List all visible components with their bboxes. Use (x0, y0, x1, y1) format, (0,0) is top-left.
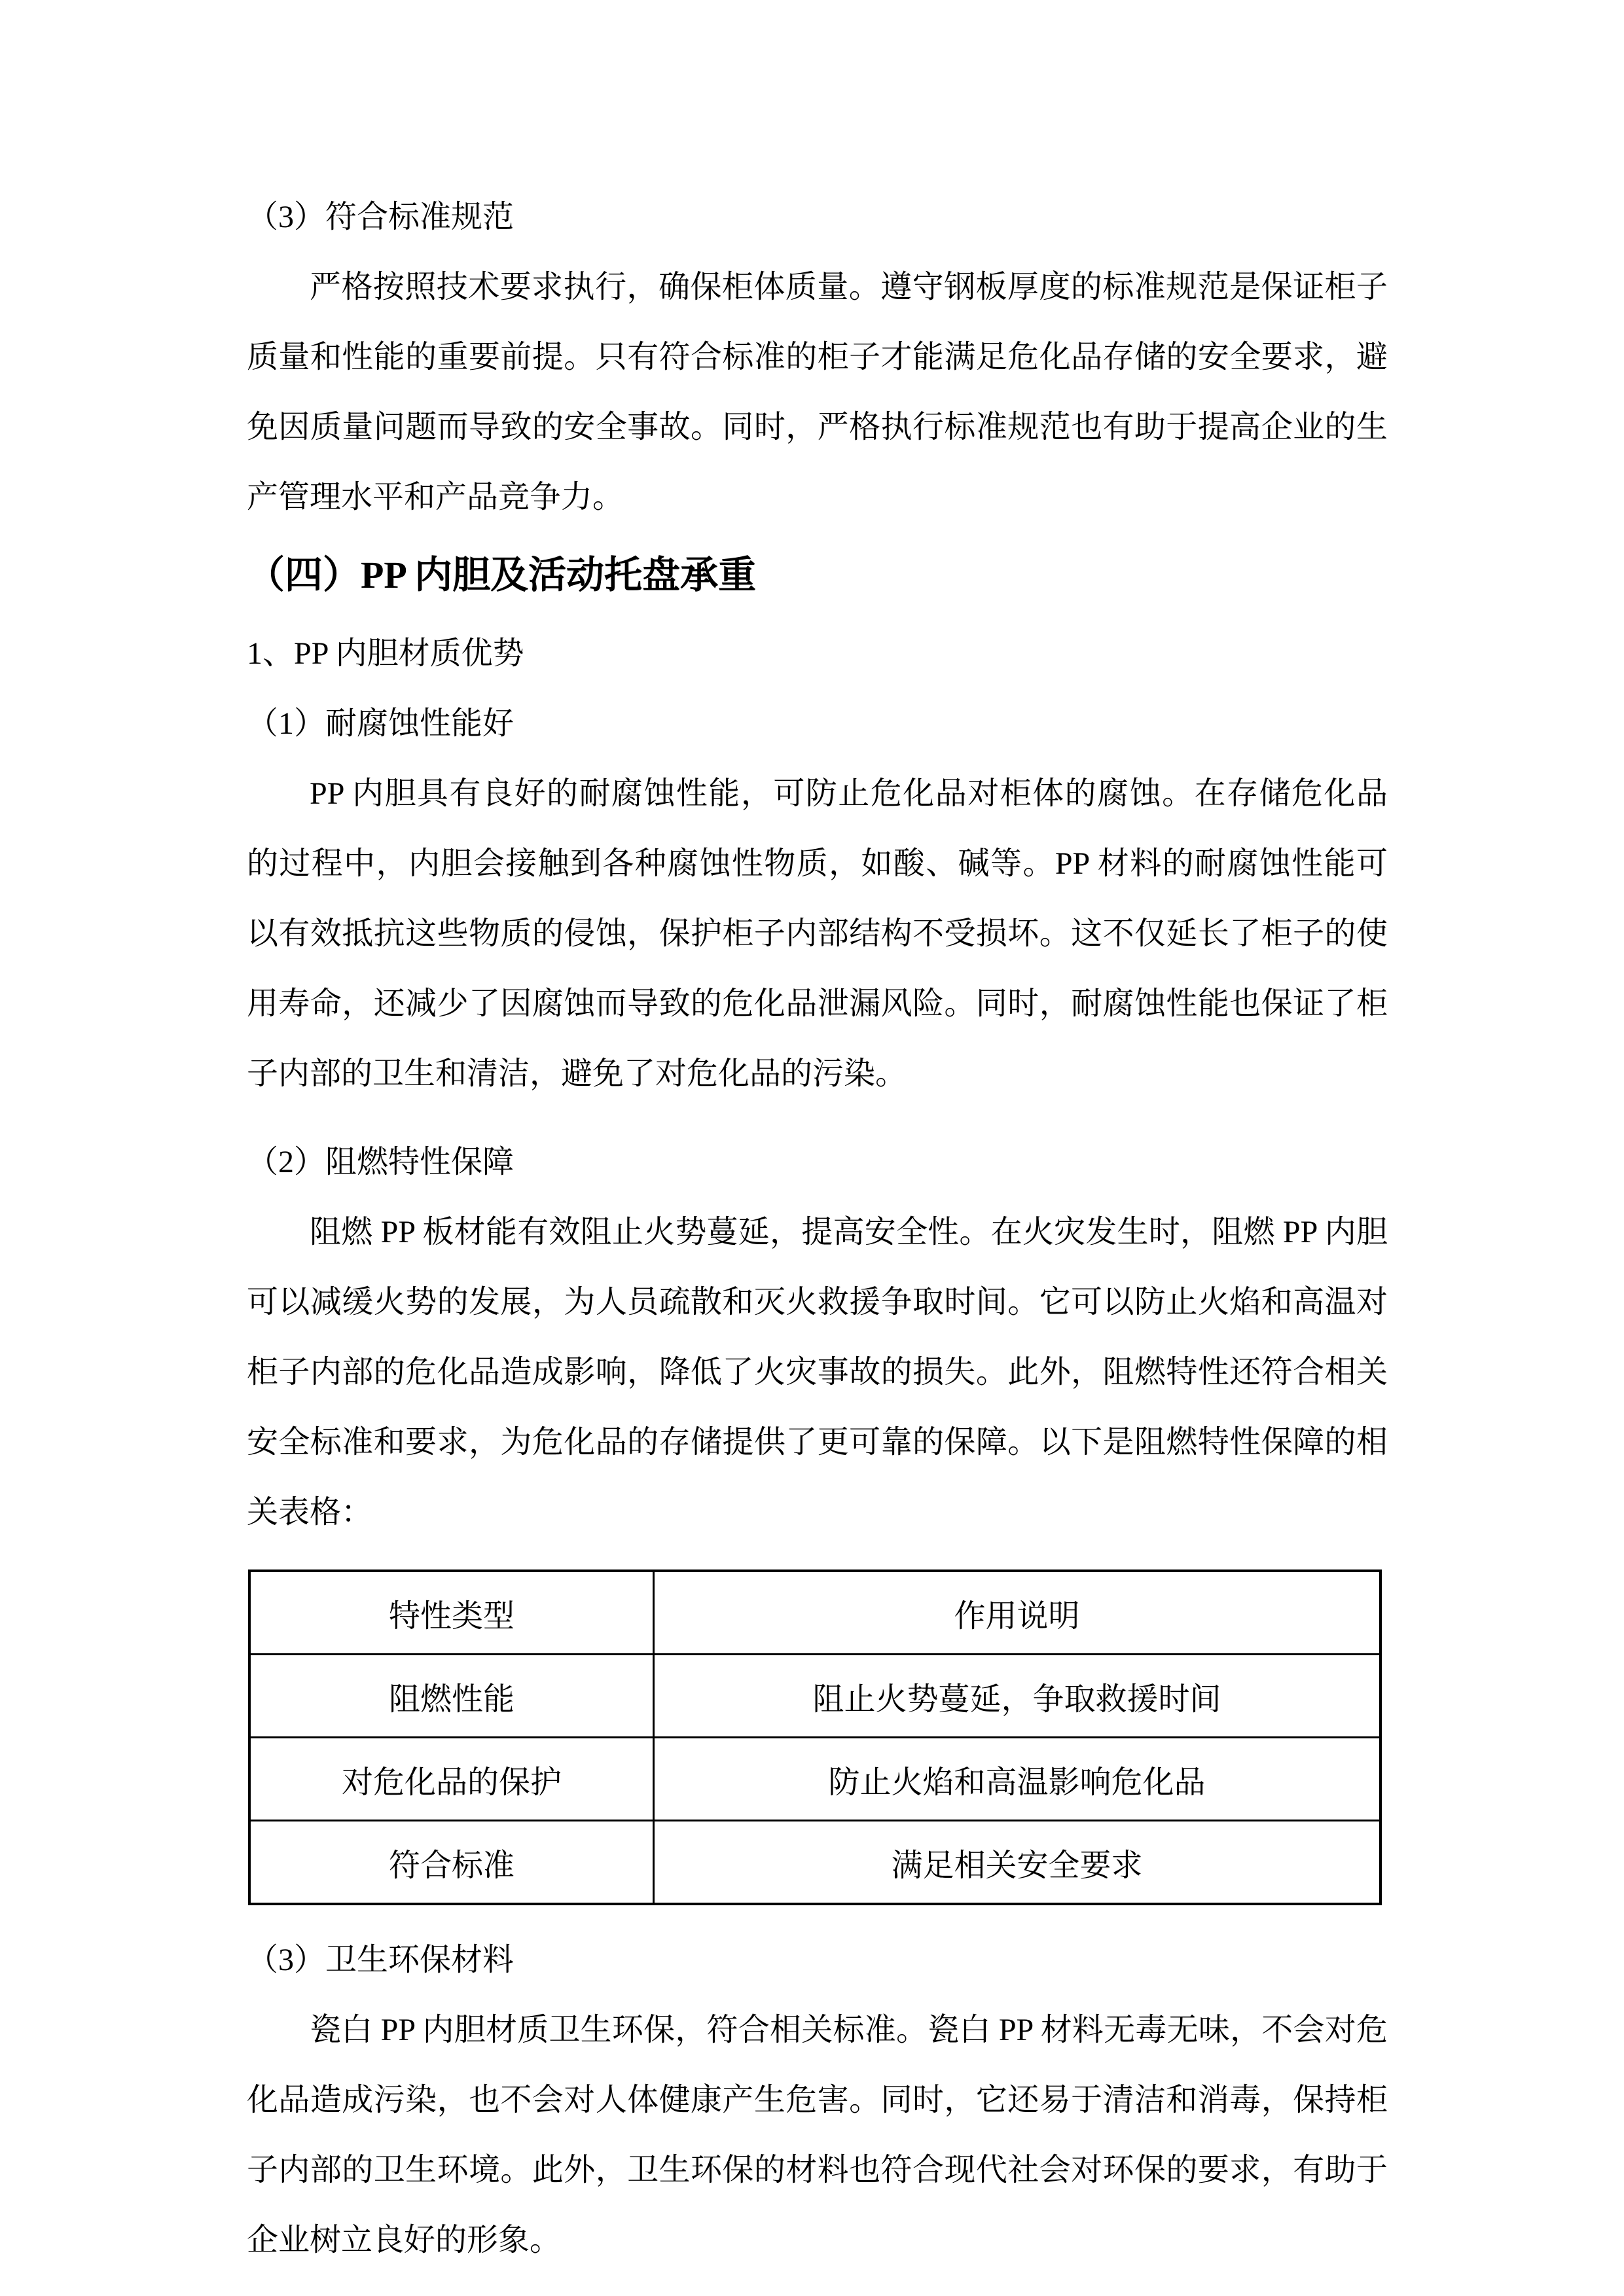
table-header-feature-type: 特性类型 (249, 1571, 654, 1655)
table-cell-feature: 阻燃性能 (249, 1655, 654, 1738)
heading-eco-friendly-material: （3）卫生环保材料 (247, 1943, 514, 1977)
table-row (249, 1738, 1380, 1821)
heading-pp-material-advantage: 1、PP 内胆材质优势 (247, 636, 524, 671)
heading-flame-retardant: （2）阻燃特性保障 (247, 1145, 514, 1179)
heading-section-four: （四）PP 内胆及活动托盘承重 (247, 554, 757, 596)
table-header-function-description: 作用说明 (654, 1571, 1381, 1655)
paragraph-eco-friendly-material: 瓷白 PP 内胆材质卫生环保，符合相关标准。瓷白 PP 材料无毒无味，不会对危化品造成污染，也不会对人体健康产生危害。同时，它还易于清洁和消毒，保持柜子内部的卫生环境。此外，卫生环保的材料也符合现代社会对环保的要求，有助于企业树立良好的形象。 (247, 2013, 1388, 2257)
flame-retardant-table (248, 1570, 1382, 1905)
table-cell-description: 满足相关安全要求 (654, 1821, 1381, 1905)
table-row (249, 1821, 1380, 1905)
table-cell-description: 防止火焰和高温影响危化品 (654, 1738, 1381, 1821)
paragraph-flame-retardant: 阻燃 PP 板材能有效阻止火势蔓延，提高安全性。在火灾发生时，阻燃 PP 内胆可以减缓火势的发展，为人员疏散和灭火救援争取时间。它可以防止火焰和高温对柜子内部的危化品造成影响，降低了火灾事故的损失。此外，阻燃特性还符合相关安全标准和要求，为危化品的存储提供了更可靠的保障。以下是阻燃特性保障的相关表格： (247, 1215, 1388, 1530)
paragraph-standard-compliance: 严格按照技术要求执行，确保柜体质量。遵守钢板厚度的标准规范是保证柜子质量和性能的重要前提。只有符合标准的柜子才能满足危化品存储的安全要求，避免因质量问题而导致的安全事故。同时，严格执行标准规范也有助于提高企业的生产管理水平和产品竞争力。 (247, 270, 1388, 514)
table-cell-feature: 对危化品的保护 (249, 1738, 654, 1821)
table-cell-description: 阻止火势蔓延，争取救援时间 (654, 1655, 1381, 1738)
table-header-row (249, 1571, 1380, 1655)
table-row (249, 1655, 1380, 1738)
heading-corrosion-resistance: （1）耐腐蚀性能好 (247, 706, 514, 741)
paragraph-corrosion-resistance: PP 内胆具有良好的耐腐蚀性能，可防止危化品对柜体的腐蚀。在存储危化品的过程中，内胆会接触到各种腐蚀性物质，如酸、碱等。PP 材料的耐腐蚀性能可以有效抵抗这些物质的侵蚀，保护柜子内部结构不受损坏。这不仅延长了柜子的使用寿命，还减少了因腐蚀而导致的危化品泄漏风险。同时，耐腐蚀性能也保证了柜子内部的卫生和清洁，避免了对危化品的污染。 (247, 776, 1388, 1091)
heading-standard-compliance: （3）符合标准规范 (247, 200, 514, 234)
table-cell-feature: 符合标准 (249, 1821, 654, 1905)
